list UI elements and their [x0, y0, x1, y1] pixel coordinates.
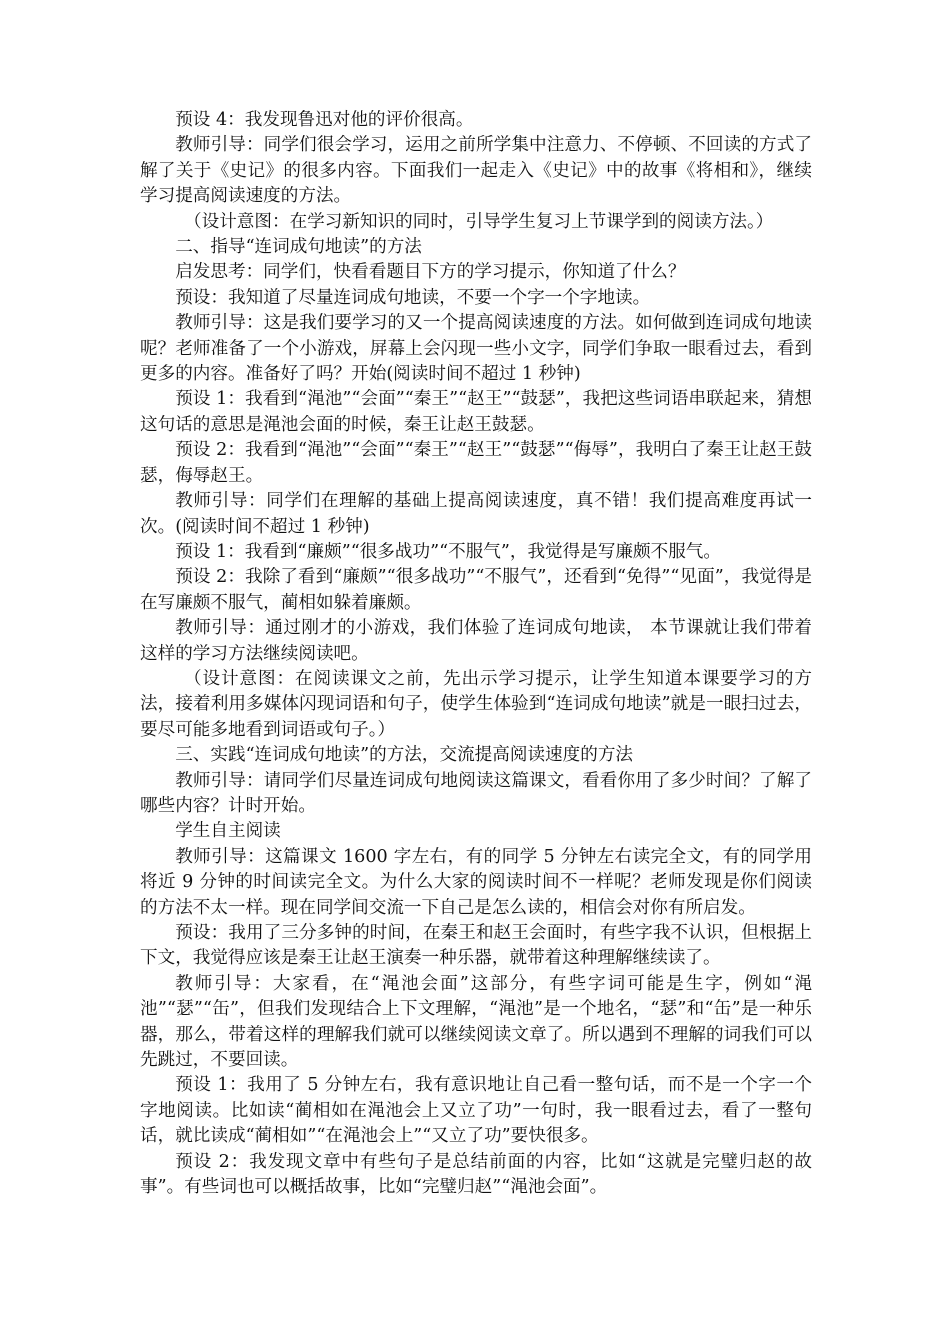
paragraph: 教师引导：请同学们尽量连词成句地阅读这篇课文，看看你用了多少时间？了解了哪些内容？计时开始。 — [140, 770, 812, 816]
paragraph: 预设 2：我发现文章中有些句子是总结前面的内容，比如“这就是完璧归赵的故事”。有些词也可以概括故事，比如“完璧归赵”“渑池会面”。 — [140, 1151, 812, 1198]
paragraph: 教师引导：这是我们要学习的又一个提高阅读速度的方法。如何做到连词成句地读呢？老师准备了一个小游戏，屏幕上会闪现一些小文字，同学们争取一眼看过去，看到更多的内容。准备好了吗？开始(阅读时间不超过 1 秒钟) — [140, 313, 812, 385]
paragraph: 教师引导：同学们很会学习，运用之前所学集中注意力、不停顿、不回读的方式了解了关于《史记》的很多内容。下面我们一起走入《史记》中的故事《将相和》，继续学习提高阅读速度的方法。 — [140, 135, 812, 207]
paragraph: 预设 1：我用了 5 分钟左右，我有意识地让自己看一整句话，而不是一个字一个字地阅读。比如读“蔺相如在渑池会上又立了功”一句时，我一眼看过去，看了一整句话，就比读成“蔺相如”“在渑池会上”“又立了功”要快很多。 — [140, 1075, 812, 1147]
design-intent-note: （设计意图：在阅读课文之前，先出示学习提示，让学生知道本课要学习的方法，接着利用多媒体闪现词语和句子，使学生体验到“连词成句地读”就是一眼扫过去，要尽可能多地看到词语或句子。） — [140, 668, 812, 740]
paragraph: 预设：我用了三分多钟的时间，在秦王和赵王会面时，有些字我不认识，但根据上下文，我觉得应该是秦王让赵王演奏一种乐器，就带着这种理解继续读了。 — [140, 923, 812, 969]
paragraph: 教师引导：大家看，在“渑池会面”这部分，有些字词可能是生字，例如“渑池”“瑟”“缶”，但我们发现结合上下文理解，“渑池”是一个地名，“瑟”和“缶”是一种乐器，那么，带着这样的理解我们就可以继续阅读文章了。所以遇到不理解的词我们可以先跳过，不要回读。 — [140, 973, 812, 1071]
paragraph: 教师引导：通过刚才的小游戏，我们体验了连词成句地读， 本节课就让我们带着这样的学习方法继续阅读吧。 — [140, 618, 812, 664]
paragraph: 教师引导：同学们在理解的基础上提高阅读速度，真不错！我们提高难度再试一次。(阅读时间不超过 1 秒钟) — [140, 491, 812, 537]
paragraph: 预设：我知道了尽量连词成句地读，不要一个字一个字地读。 — [175, 287, 651, 308]
paragraph: 预设 4：我发现鲁迅对他的评价很高。 — [175, 110, 474, 130]
paragraph: 教师引导：这篇课文 1600 字左右，有的同学 5 分钟左右读完全文，有的同学用将近 9 分钟的时间读完全文。为什么大家的阅读时间不一样呢？老师发现是你们阅读的方法不太一样。现在同学间交流一下自己是怎么读的，相信会对你有所启发。 — [140, 846, 812, 918]
document-body — [140, 108, 812, 1200]
paragraph: 预设 2：我看到“渑池”“会面”“秦王”“赵王”“鼓瑟”“侮辱”，我明白了秦王让赵王鼓瑟，侮辱赵王。 — [140, 440, 812, 486]
paragraph: 预设 1：我看到“廉颇”“很多战功”“不服气”，我觉得是写廉颇不服气。 — [175, 541, 721, 562]
paragraph: 预设 2：我除了看到“廉颇”“很多战功”“不服气”，还看到“免得”“见面”，我觉得是在写廉颇不服气，蔺相如躲着廉颇。 — [140, 567, 812, 613]
section-heading: 二、指导“连词成句地读”的方法 — [175, 237, 422, 258]
paragraph: 启发思考：同学们，快看看题目下方的学习提示，你知道了什么？ — [175, 262, 686, 283]
paragraph: 学生自主阅读 — [175, 821, 281, 842]
section-heading: 三、实践“连词成句地读”的方法，交流提高阅读速度的方法 — [175, 745, 634, 766]
design-intent-note: （设计意图：在学习新知识的同时，引导学生复习上节课学到的阅读方法。） — [184, 211, 774, 232]
paragraph: 预设 1：我看到“渑池”“会面”“秦王”“赵王”“鼓瑟”，我把这些词语串联起来，猜想这句话的意思是渑池会面的时候，秦王让赵王鼓瑟。 — [140, 389, 812, 435]
